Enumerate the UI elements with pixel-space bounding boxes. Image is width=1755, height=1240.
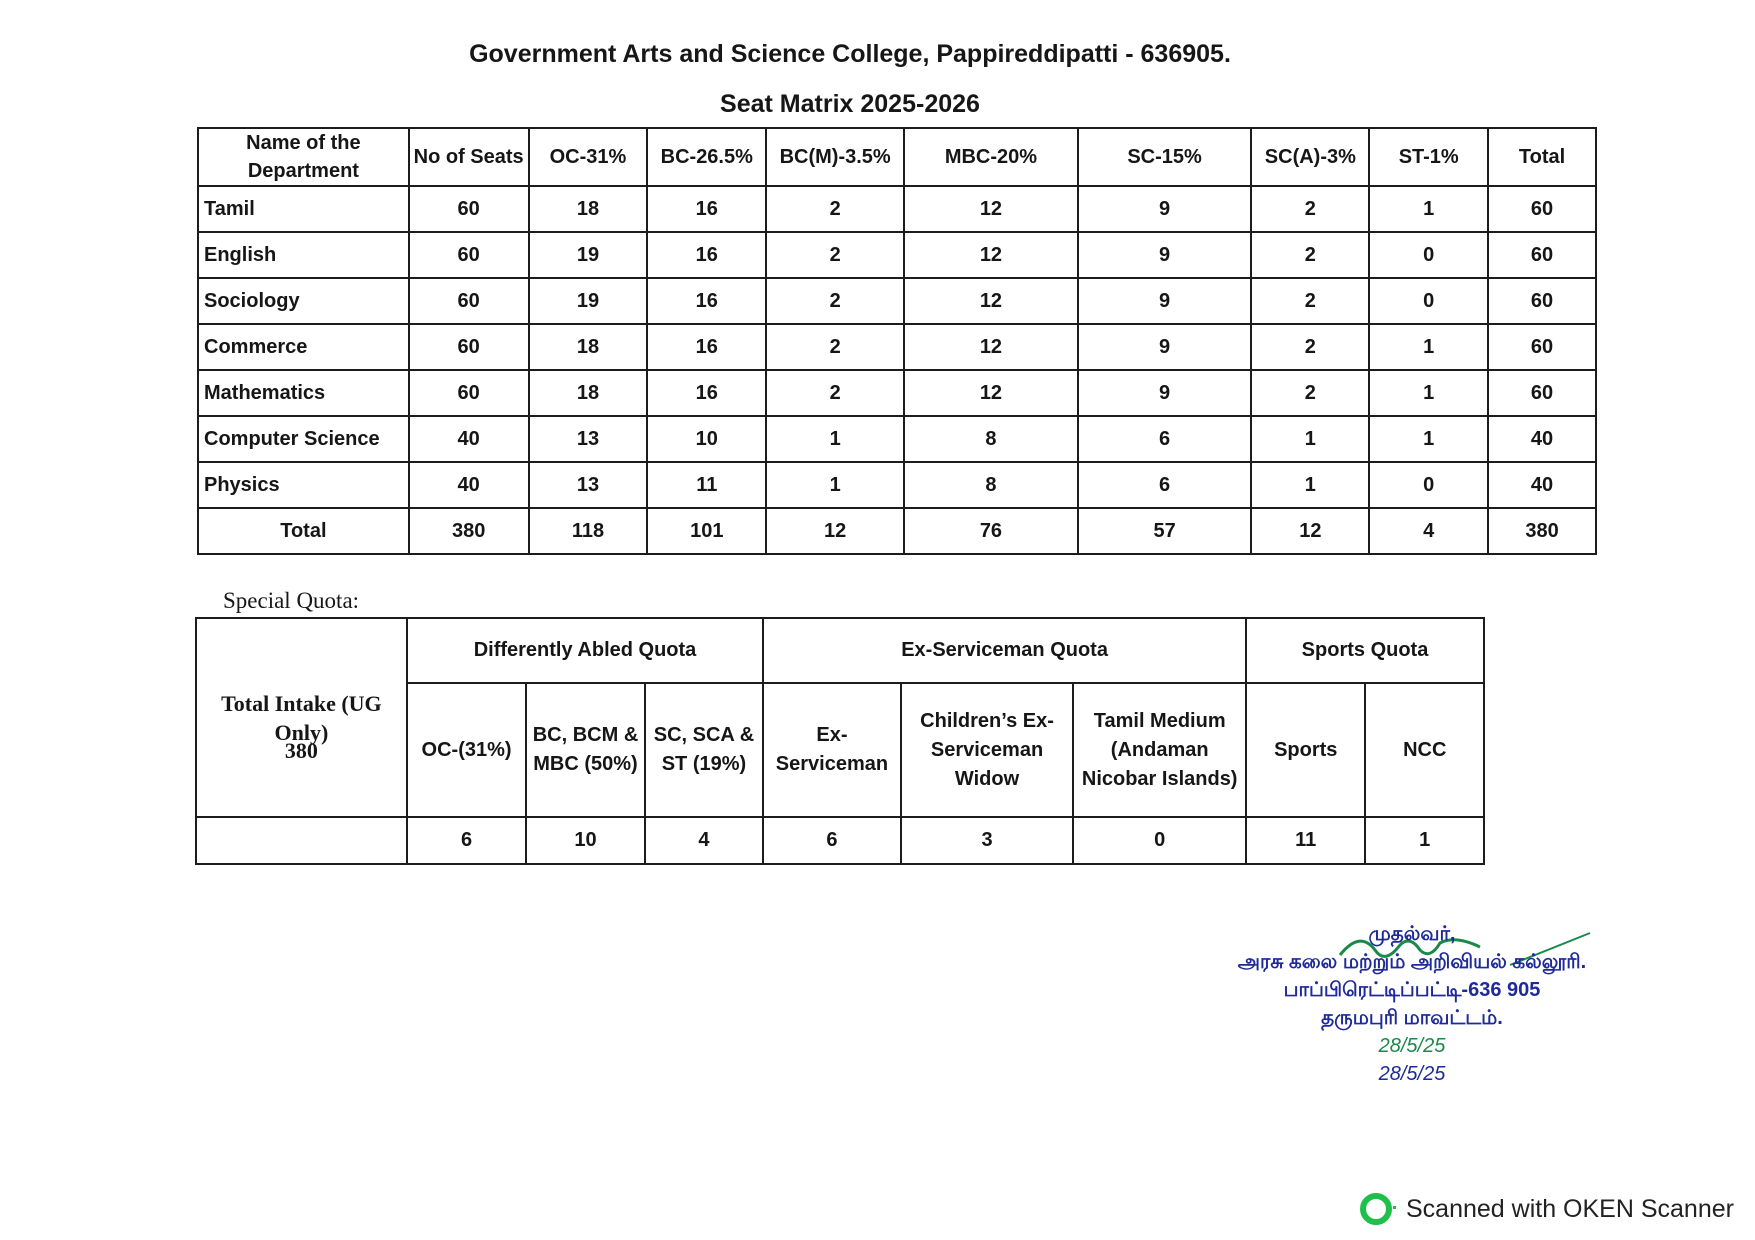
scanner-footer-text: Scanned with OKEN Scanner [1406,1194,1734,1223]
table-row [198,462,1596,508]
seat-cell: 12 [904,186,1078,232]
seat-cell: 1 [1251,462,1369,508]
seat-cell: 40 [409,462,529,508]
stamp-line: பாப்பிரெட்டிப்பட்டி-636 905 [1283,979,1541,1001]
department-name: Physics [198,462,409,508]
seat-cell: 12 [904,278,1078,324]
seat-cell: 13 [529,416,648,462]
subheader: Sports [1246,683,1365,817]
total-cell: 57 [1078,508,1252,554]
seat-cell: 60 [409,324,529,370]
department-name: Computer Science [198,416,409,462]
table-row [198,416,1596,462]
stamp-line: முதல்வர், [1368,923,1456,945]
total-cell: 76 [904,508,1078,554]
total-intake-value: 380 [196,727,407,774]
seat-cell: 9 [1078,324,1252,370]
group-header: Sports Quota [1246,618,1484,683]
subheader: OC-(31%) [407,683,526,817]
seat-cell: 16 [647,370,766,416]
seat-cell: 16 [647,232,766,278]
seat-cell: 16 [647,324,766,370]
oken-scanner-icon [1360,1193,1392,1225]
department-name: Commerce [198,324,409,370]
seat-cell: 8 [904,416,1078,462]
seat-matrix-table [197,127,1597,555]
seat-cell: 12 [904,324,1078,370]
seat-cell: 12 [904,370,1078,416]
seat-cell: 8 [904,462,1078,508]
column-header: BC-26.5% [647,128,766,186]
seat-cell: 18 [529,324,648,370]
table-row [198,324,1596,370]
seat-cell: 2 [766,324,904,370]
group-header: Differently Abled Quota [407,618,763,683]
total-cell: 12 [1251,508,1369,554]
total-cell: 12 [766,508,904,554]
special-quota-label: Special Quota: [223,588,360,613]
table-row [198,232,1596,278]
seat-cell: 1 [1251,416,1369,462]
college-title: Government Arts and Science College, Pappireddipatti - 636905. [469,40,1231,68]
signature-date: 28/5/25 [1378,1063,1446,1085]
quota-value: 6 [763,817,901,864]
column-header: OC-31% [529,128,648,186]
seat-cell: 0 [1369,462,1488,508]
department-name: Sociology [198,278,409,324]
table-row [198,370,1596,416]
seat-cell: 0 [1369,278,1488,324]
column-header: ST-1% [1369,128,1488,186]
total-cell: 380 [409,508,529,554]
subheader: NCC [1365,683,1484,817]
seat-cell: 1 [766,462,904,508]
seat-cell: 2 [1251,278,1369,324]
seat-cell: 2 [766,186,904,232]
seat-cell: 16 [647,278,766,324]
seat-cell: 6 [1078,416,1252,462]
seat-cell: 60 [409,370,529,416]
quota-value: 1 [1365,817,1484,864]
quota-value: 11 [1246,817,1365,864]
seat-cell: 1 [766,416,904,462]
subheader: Children’s Ex-Serviceman Widow [901,683,1074,817]
seat-cell: 60 [409,186,529,232]
department-name: Tamil [198,186,409,232]
column-header: Total [1488,128,1596,186]
column-header: BC(M)-3.5% [766,128,904,186]
seat-cell: 18 [529,186,648,232]
department-name: English [198,232,409,278]
quota-value: 4 [645,817,763,864]
seat-cell: 19 [529,278,648,324]
column-header: Name of the Department [198,128,409,186]
special-quota-values-row [196,817,1484,864]
total-cell: 101 [647,508,766,554]
seat-matrix-header-row [198,128,1596,186]
subheader: SC, SCA & ST (19%) [645,683,763,817]
column-header: MBC-20% [904,128,1078,186]
seat-cell: 9 [1078,278,1252,324]
seat-cell: 60 [1488,324,1596,370]
seat-cell: 2 [1251,324,1369,370]
seat-cell: 60 [1488,186,1596,232]
total-cell: 118 [529,508,648,554]
seat-cell: 9 [1078,186,1252,232]
seat-cell: 9 [1078,370,1252,416]
seat-matrix-title: Seat Matrix 2025-2026 [720,90,980,118]
column-header: No of Seats [409,128,529,186]
quota-value: 3 [901,817,1074,864]
total-label: Total [198,508,409,554]
seat-cell: 2 [1251,370,1369,416]
table-row [198,186,1596,232]
signature-date: 28/5/25 [1378,1035,1446,1057]
seat-cell: 1 [1369,324,1488,370]
total-cell: 4 [1369,508,1488,554]
seat-cell: 16 [647,186,766,232]
seat-cell: 9 [1078,232,1252,278]
seat-cell: 0 [1369,232,1488,278]
seat-cell: 60 [409,278,529,324]
seat-cell: 60 [1488,232,1596,278]
seat-cell: 12 [904,232,1078,278]
seat-cell: 10 [647,416,766,462]
seat-cell: 19 [529,232,648,278]
scanner-footer [1360,1193,1734,1225]
seat-cell: 40 [1488,416,1596,462]
stamp-line: தருமபுரி மாவட்டம். [1321,1007,1503,1029]
group-header: Ex-Serviceman Quota [763,618,1246,683]
table-row [198,278,1596,324]
special-quota-group-row [196,618,1484,683]
seat-cell: 13 [529,462,648,508]
seat-cell: 60 [1488,370,1596,416]
total-cell: 380 [1488,508,1596,554]
seat-cell: 2 [1251,232,1369,278]
seat-cell: 40 [409,416,529,462]
seat-cell: 60 [409,232,529,278]
seat-cell: 18 [529,370,648,416]
column-header: SC(A)-3% [1251,128,1369,186]
subheader: Tamil Medium (Andaman Nicobar Islands) [1073,683,1246,817]
seat-cell: 2 [1251,186,1369,232]
seat-cell: 2 [766,370,904,416]
total-row [198,508,1596,554]
seat-cell: 40 [1488,462,1596,508]
department-name: Mathematics [198,370,409,416]
special-quota-table [195,617,1485,865]
seat-cell: 1 [1369,416,1488,462]
stamp-line: அரசு கலை மற்றும் அறிவியல் கல்லூரி. [1237,951,1587,973]
seat-cell: 2 [766,278,904,324]
column-header: SC-15% [1078,128,1252,186]
total-intake-header: Total Intake (UG Only) [196,618,407,817]
subheader: Ex-Serviceman [763,683,901,817]
quota-value: 0 [1073,817,1246,864]
seat-cell: 1 [1369,370,1488,416]
seat-cell: 2 [766,232,904,278]
quota-value: 6 [407,817,526,864]
seat-cell: 6 [1078,462,1252,508]
seat-cell: 11 [647,462,766,508]
seat-cell: 1 [1369,186,1488,232]
seat-cell: 60 [1488,278,1596,324]
principal-signature-stamp [1232,920,1592,1088]
quota-value: 10 [526,817,644,864]
subheader: BC, BCM & MBC (50%) [526,683,644,817]
